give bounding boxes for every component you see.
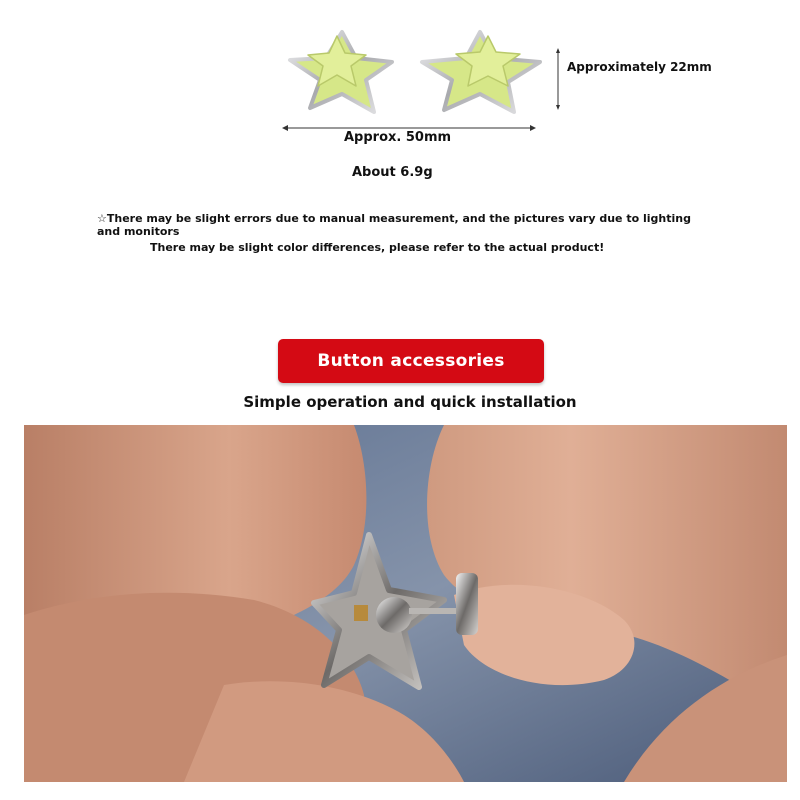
section-subtitle: Simple operation and quick installation [243, 393, 577, 411]
section-badge: Button accessories [278, 339, 544, 383]
hands-installing-button-icon [24, 425, 787, 782]
color-disclaimer: There may be slight color differences, please refer to the actual product! [150, 241, 605, 254]
height-dimension-line [556, 48, 560, 110]
weight-label: About 6.9g [352, 165, 433, 180]
width-dimension-line [282, 117, 536, 125]
height-label: Approximately 22mm [567, 60, 712, 74]
measurement-disclaimer: ☆There may be slight errors due to manual measurement, and the pictures vary due to lighting and monitors [97, 212, 691, 238]
star-buttons-icon [282, 28, 552, 116]
product-image-stars [282, 28, 552, 116]
installation-photo [24, 425, 787, 782]
width-label: Approx. 50mm [344, 130, 452, 145]
